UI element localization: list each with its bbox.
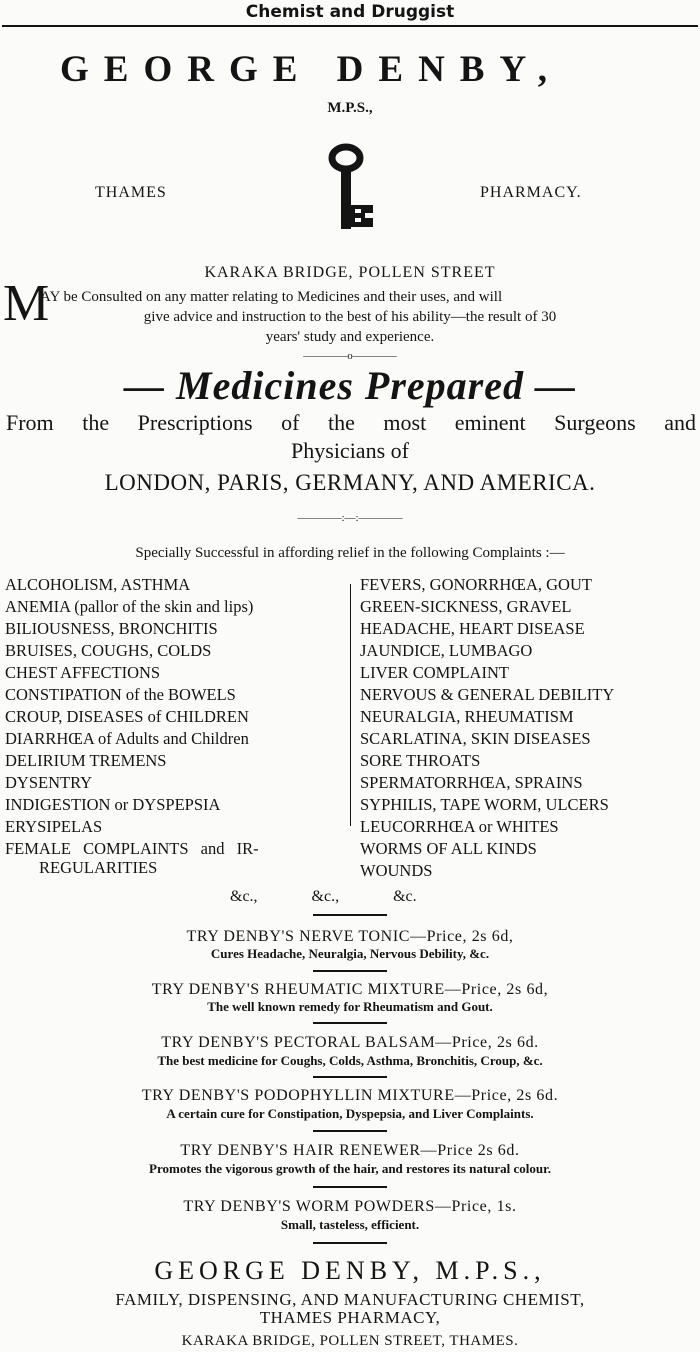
colon-divider: ————:—:———— xyxy=(297,512,403,524)
complaint-item: SPERMATORRHŒA, SPRAINS xyxy=(360,773,583,792)
remedy-desc-pectoral: The best medicine for Coughs, Colds, Asthma, Bronchitis, Croup, &c. xyxy=(157,1053,543,1068)
intro-line-1: AY be Consulted on any matter relating to Medicines and their uses, and will xyxy=(40,289,503,305)
complaint-item: DELIRIUM TREMENS xyxy=(5,751,167,770)
remedy-title-podophyllin: TRY DENBY'S PODOPHYLLIN MIXTURE—Price, 2s 6d. xyxy=(141,1087,559,1104)
footer-address-line: KARAKA BRIDGE, POLLEN STREET, THAMES. xyxy=(181,1333,519,1349)
section-rule xyxy=(313,1022,387,1024)
remedy-title-rheumatic: TRY DENBY'S RHEUMATIC MIXTURE—Price, 2s 6d, xyxy=(151,981,549,998)
complaint-item: CONSTIPATION of the BOWELS xyxy=(5,685,236,704)
complaint-item: BILIOUSNESS, BRONCHITIS xyxy=(5,619,218,638)
footer-business-line: FAMILY, DISPENSING, AND MANUFACTURING CHEMIST, xyxy=(115,1290,585,1309)
remedy-desc-worm-powders: Small, tasteless, efficient. xyxy=(280,1217,420,1232)
complaint-item: ALCOHOLISM, ASTHMA xyxy=(5,575,191,594)
footer-name: GEORGE DENBY, M.P.S., xyxy=(154,1256,546,1285)
advertiser-name: GEORGE DENBY, xyxy=(60,49,563,90)
complaint-item: DYSENTRY xyxy=(5,773,93,792)
thames-label: THAMES xyxy=(95,184,167,201)
prescriptions-line-2: Physicians of xyxy=(291,438,409,463)
section-rule xyxy=(313,970,387,972)
credentials: M.P.S., xyxy=(327,100,373,116)
section-rule xyxy=(313,1186,387,1188)
complaint-item: JAUNDICE, LUMBAGO xyxy=(360,641,533,660)
cities-line: LONDON, PARIS, GERMANY, AND AMERICA. xyxy=(104,470,596,495)
ornament-divider: ————o———— xyxy=(303,350,397,362)
complaint-item: WOUNDS xyxy=(360,861,433,880)
medicines-prepared-heading: — Medicines Prepared — xyxy=(124,363,576,408)
complaint-item: BRUISES, COUGHS, COLDS xyxy=(5,641,212,660)
address-line: KARAKA BRIDGE, POLLEN STREET xyxy=(204,264,496,281)
complaints-right-column xyxy=(360,574,614,882)
remedy-desc-rheumatic: The well known remedy for Rheumatism and Gout. xyxy=(207,999,493,1014)
complaint-item: FEVERS, GONORRHŒA, GOUT xyxy=(360,575,592,594)
prescriptions-line-1: From the Prescriptions of the most eminent Surgeons and xyxy=(6,410,696,435)
section-rule xyxy=(313,1130,387,1132)
remedy-title-hair-renewer: TRY DENBY'S HAIR RENEWER—Price 2s 6d. xyxy=(180,1142,520,1159)
section-header: Chemist and Druggist xyxy=(245,2,455,22)
complaint-item: FEMALE COMPLAINTS and IR- xyxy=(5,839,259,858)
remedy-title-nerve-tonic: TRY DENBY'S NERVE TONIC—Price, 2s 6d, xyxy=(186,928,514,945)
remedy-desc-podophyllin: A certain cure for Constipation, Dyspepsia, and Liver Complaints. xyxy=(166,1106,534,1121)
complaint-item: SCARLATINA, SKIN DISEASES xyxy=(360,729,591,748)
intro-line-3: years' study and experience. xyxy=(265,329,435,345)
remedy-desc-nerve-tonic: Cures Headache, Neuralgia, Nervous Debility, &c. xyxy=(210,946,490,961)
complaint-item: REGULARITIES xyxy=(39,858,158,877)
section-rule xyxy=(313,914,387,916)
complaints-left-column xyxy=(5,574,259,876)
etc-line: &c., &c., &c. xyxy=(230,888,417,905)
complaint-item: CROUP, DISEASES of CHILDREN xyxy=(5,707,249,726)
complaint-item: GREEN-SICKNESS, GRAVEL xyxy=(360,597,572,616)
complaints-intro: Specially Successful in affording relief in the following Complaints :— xyxy=(135,545,565,561)
complaint-item: NEURALGIA, RHEUMATISM xyxy=(360,707,574,726)
complaint-item: ERYSIPELAS xyxy=(5,817,103,836)
complaint-item: WORMS OF ALL KINDS xyxy=(360,839,537,858)
complaint-item: LEUCORRHŒA or WHITES xyxy=(360,817,559,836)
complaint-item: DIARRHŒA of Adults and Children xyxy=(5,729,249,748)
remedy-title-pectoral: TRY DENBY'S PECTORAL BALSAM—Price, 2s 6d. xyxy=(161,1034,539,1051)
key-icon xyxy=(318,140,388,238)
pharmacy-label: PHARMACY. xyxy=(480,184,582,201)
complaint-item: ANEMIA (pallor of the skin and lips) xyxy=(5,597,254,616)
complaint-item: HEADACHE, HEART DISEASE xyxy=(360,619,585,638)
remedy-title-worm-powders: TRY DENBY'S WORM POWDERS—Price, 1s. xyxy=(183,1198,517,1215)
intro-line-2: give advice and instruction to the best of his ability—the result of 30 xyxy=(143,309,557,325)
complaint-item: INDIGESTION or DYSPEPSIA xyxy=(5,795,221,814)
complaint-item: SYPHILIS, TAPE WORM, ULCERS xyxy=(360,795,609,814)
top-rule xyxy=(2,25,698,27)
column-divider xyxy=(350,584,351,826)
remedy-desc-hair-renewer: Promotes the vigorous growth of the hair, and restores its natural colour. xyxy=(149,1161,551,1176)
footer-pharmacy-line: THAMES PHARMACY, xyxy=(259,1308,441,1327)
section-rule xyxy=(313,1076,387,1078)
complaint-item: LIVER COMPLAINT xyxy=(360,663,509,682)
complaint-item: CHEST AFFECTIONS xyxy=(5,663,161,682)
complaint-item: SORE THROATS xyxy=(360,751,481,770)
section-rule xyxy=(313,1242,387,1244)
complaint-item: NERVOUS & GENERAL DEBILITY xyxy=(360,685,615,704)
drop-cap: M xyxy=(3,275,50,332)
